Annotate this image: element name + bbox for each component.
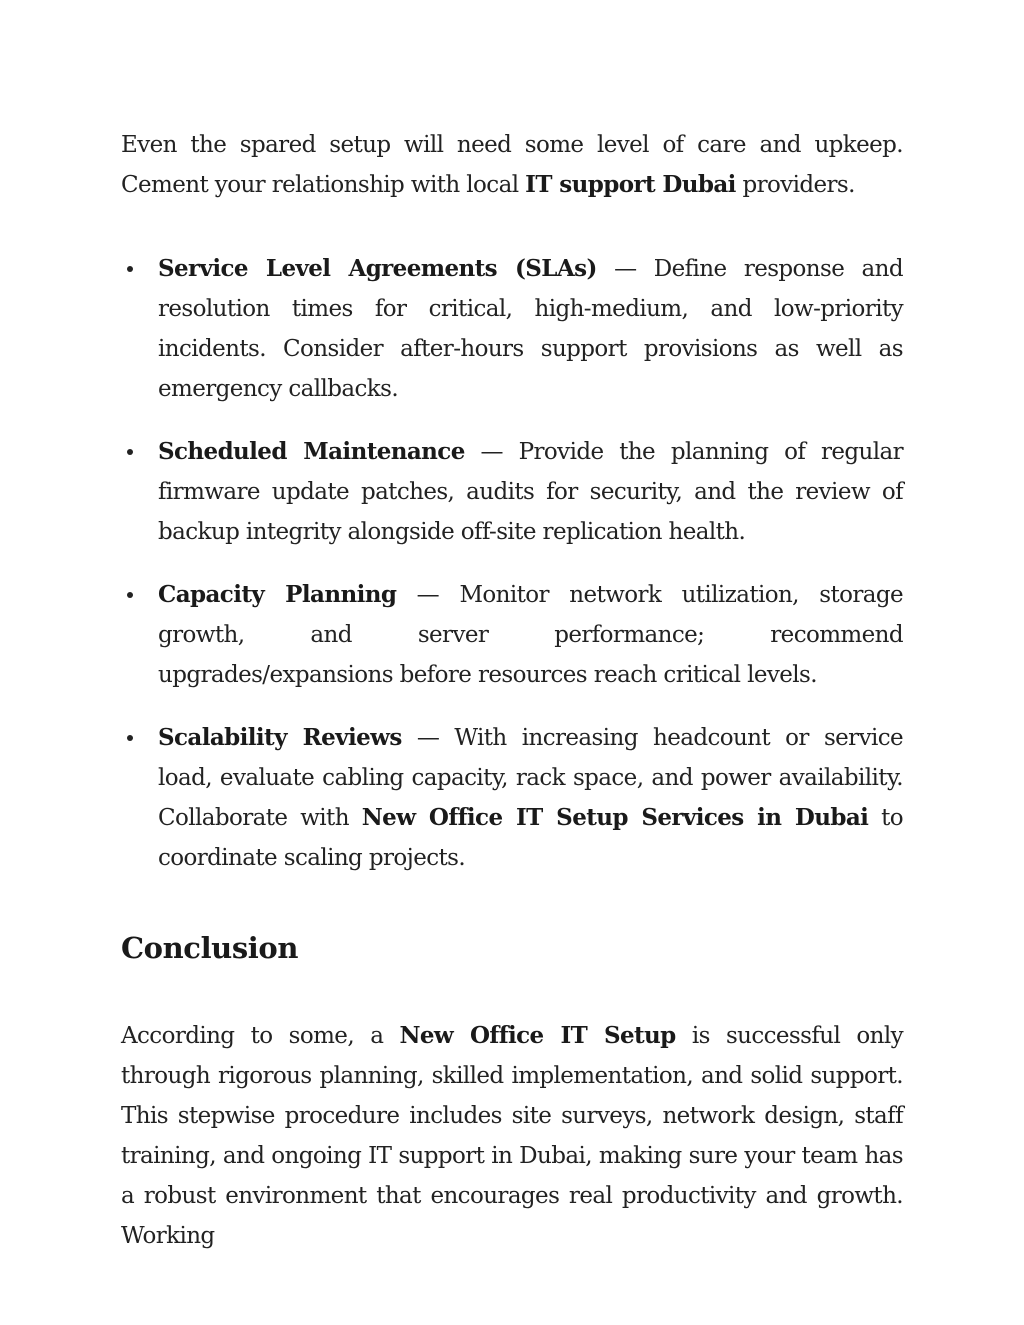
conclusion-text-end: is successful only through rigorous planning, skilled implementation, and solid support. This stepwise procedure includes site surveys, network design, staff training, and ongoing IT support in Dubai, making sure your team has a robust environment that encourages real productivity and growth. Working bbox=[121, 1023, 903, 1249]
bullet-dot-icon bbox=[127, 449, 133, 455]
document-page bbox=[121, 125, 903, 1256]
bullet-title: Service Level Agreements (SLAs) bbox=[158, 255, 597, 282]
bullet-capacity-planning bbox=[121, 575, 903, 695]
bullet-dot-icon bbox=[127, 735, 133, 741]
bullet-text: — Define response and resolution times for critical, high-medium, and low-priority incidents. Consider after-hours support provisions as well as emergency callbacks. bbox=[158, 256, 903, 402]
bullet-title: Capacity Planning bbox=[158, 581, 397, 608]
intro-paragraph bbox=[121, 125, 903, 205]
bullet-dot-icon bbox=[127, 266, 133, 272]
intro-text-end: providers. bbox=[735, 172, 855, 198]
intro-text-start: Even the spared setup will need some level of care and upkeep. Cement your relationship with local bbox=[121, 132, 903, 198]
bullet-text: — Monitor network utilization, storage growth, and server performance; recommend upgrades/expansions before resources reach critical levels. bbox=[158, 582, 903, 688]
bullet-title: Scheduled Maintenance bbox=[158, 438, 465, 465]
bullet-scheduled-maintenance bbox=[121, 432, 903, 552]
bullet-scalability-reviews bbox=[121, 718, 903, 878]
intro-bold-term: IT support Dubai bbox=[525, 171, 736, 198]
bullet-text-end: to coordinate scaling projects. bbox=[158, 805, 903, 871]
conclusion-paragraph bbox=[121, 1016, 903, 1256]
bullet-title: Scalability Reviews bbox=[158, 724, 402, 751]
bullet-bold-term: New Office IT Setup Services in Dubai bbox=[361, 804, 869, 831]
conclusion-heading: Conclusion bbox=[121, 931, 299, 965]
maintenance-bullet-list bbox=[121, 249, 903, 878]
bullet-slas bbox=[121, 249, 903, 409]
bullet-text: — Provide the planning of regular firmware update patches, audits for security, and the review of backup integrity alongside off-site replication health. bbox=[158, 439, 904, 545]
bullet-dot-icon bbox=[127, 592, 133, 598]
conclusion-text-start: According to some, a bbox=[121, 1023, 400, 1049]
bullet-text-start: — With increasing headcount or service load, evaluate cabling capacity, rack space, and power availability. Collaborate with bbox=[158, 725, 904, 831]
conclusion-bold-term: New Office IT Setup bbox=[399, 1022, 676, 1049]
